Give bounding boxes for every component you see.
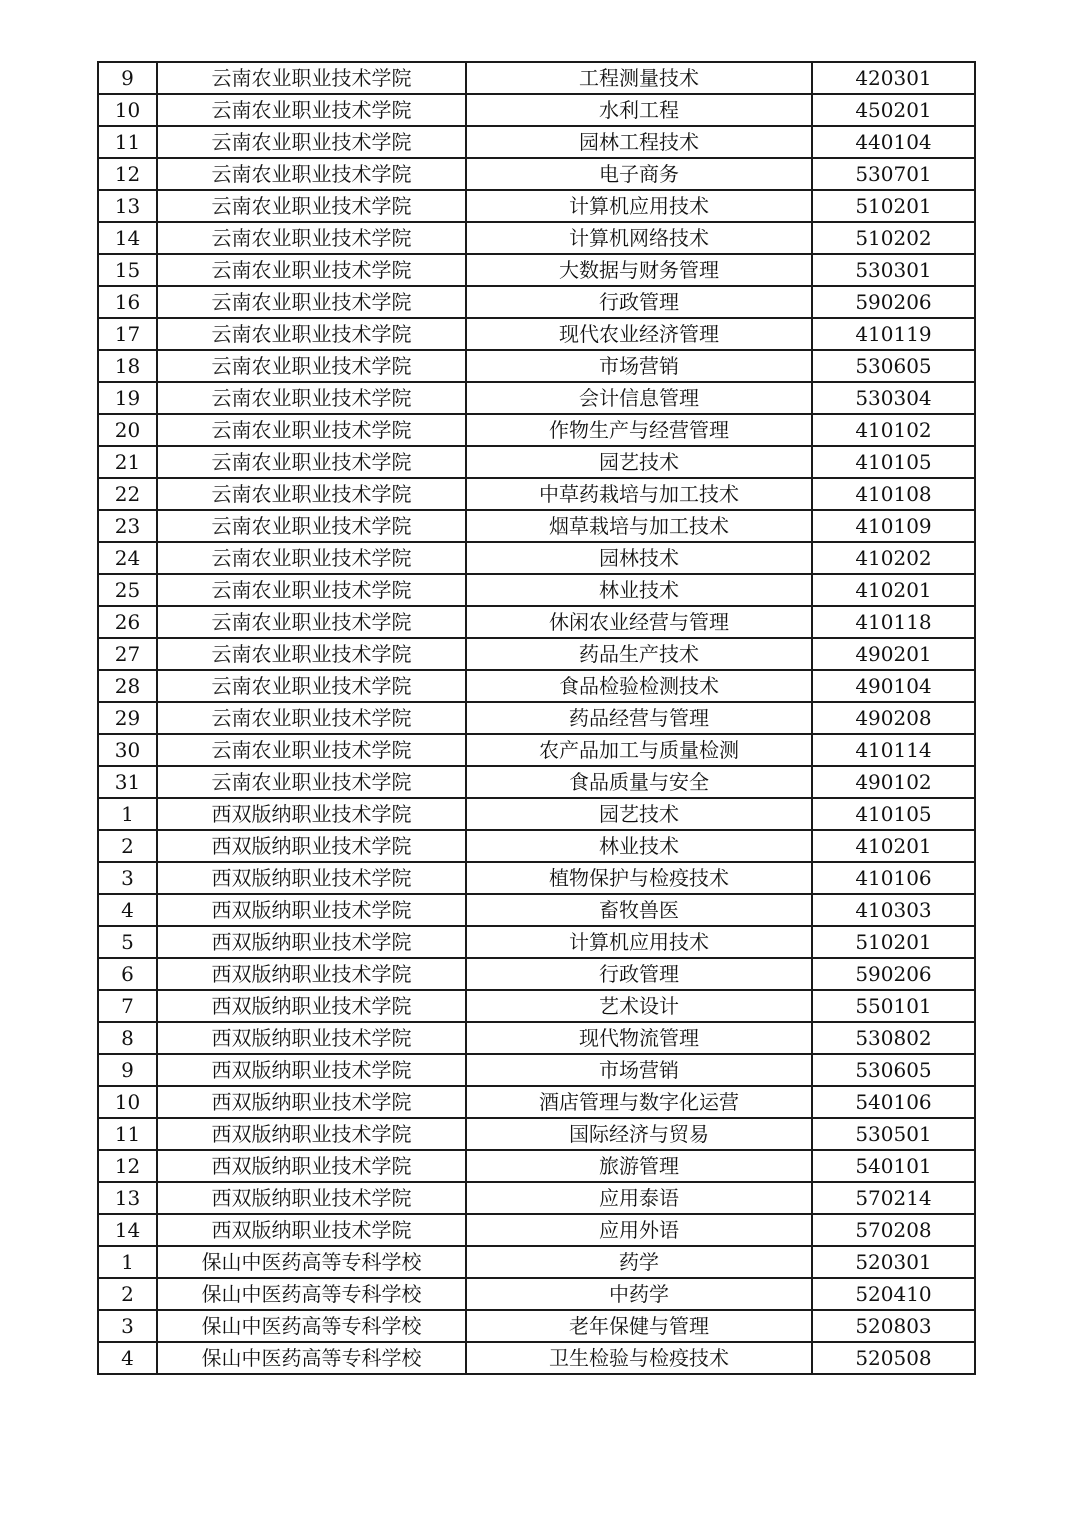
major-name-cell: 植物保护与检疫技术 (466, 862, 812, 894)
school-name-cell: 云南农业职业技术学院 (157, 350, 466, 382)
major-name-cell: 现代农业经济管理 (466, 318, 812, 350)
school-name-cell: 云南农业职业技术学院 (157, 286, 466, 318)
row-number-cell: 19 (98, 382, 157, 414)
table-row (98, 254, 975, 286)
row-number-cell: 16 (98, 286, 157, 318)
row-number-cell: 11 (98, 1118, 157, 1150)
school-name-cell: 云南农业职业技术学院 (157, 318, 466, 350)
school-name-cell: 西双版纳职业技术学院 (157, 1182, 466, 1214)
school-name-cell: 西双版纳职业技术学院 (157, 990, 466, 1022)
school-name-cell: 西双版纳职业技术学院 (157, 1150, 466, 1182)
school-name-cell: 云南农业职业技术学院 (157, 702, 466, 734)
row-number-cell: 20 (98, 414, 157, 446)
row-number-cell: 15 (98, 254, 157, 286)
table-row (98, 158, 975, 190)
major-code-cell: 590206 (812, 286, 975, 318)
table-row (98, 350, 975, 382)
major-code-cell: 510202 (812, 222, 975, 254)
major-code-cell: 420301 (812, 62, 975, 94)
table-row (98, 1342, 975, 1374)
major-name-cell: 园艺技术 (466, 446, 812, 478)
major-name-cell: 药品生产技术 (466, 638, 812, 670)
major-code-cell: 450201 (812, 94, 975, 126)
major-name-cell: 畜牧兽医 (466, 894, 812, 926)
major-code-cell: 410119 (812, 318, 975, 350)
major-code-cell: 520803 (812, 1310, 975, 1342)
row-number-cell: 13 (98, 1182, 157, 1214)
table-row (98, 1310, 975, 1342)
table-row (98, 926, 975, 958)
major-code-cell: 410303 (812, 894, 975, 926)
major-code-cell: 570214 (812, 1182, 975, 1214)
school-name-cell: 西双版纳职业技术学院 (157, 894, 466, 926)
major-code-cell: 540106 (812, 1086, 975, 1118)
major-name-cell: 现代物流管理 (466, 1022, 812, 1054)
table-row (98, 990, 975, 1022)
row-number-cell: 9 (98, 62, 157, 94)
table-row (98, 894, 975, 926)
major-name-cell: 国际经济与贸易 (466, 1118, 812, 1150)
major-name-cell: 食品检验检测技术 (466, 670, 812, 702)
table-row (98, 190, 975, 222)
table-row (98, 830, 975, 862)
table-row (98, 414, 975, 446)
major-code-cell: 550101 (812, 990, 975, 1022)
school-name-cell: 云南农业职业技术学院 (157, 158, 466, 190)
major-name-cell: 作物生产与经营管理 (466, 414, 812, 446)
major-name-cell: 林业技术 (466, 830, 812, 862)
school-name-cell: 云南农业职业技术学院 (157, 734, 466, 766)
major-name-cell: 会计信息管理 (466, 382, 812, 414)
school-name-cell: 西双版纳职业技术学院 (157, 862, 466, 894)
school-name-cell: 云南农业职业技术学院 (157, 62, 466, 94)
row-number-cell: 13 (98, 190, 157, 222)
row-number-cell: 29 (98, 702, 157, 734)
major-name-cell: 酒店管理与数字化运营 (466, 1086, 812, 1118)
major-name-cell: 应用泰语 (466, 1182, 812, 1214)
row-number-cell: 3 (98, 1310, 157, 1342)
major-code-cell: 540101 (812, 1150, 975, 1182)
school-name-cell: 云南农业职业技术学院 (157, 510, 466, 542)
school-name-cell: 西双版纳职业技术学院 (157, 1214, 466, 1246)
school-name-cell: 保山中医药高等专科学校 (157, 1246, 466, 1278)
major-code-cell: 530301 (812, 254, 975, 286)
row-number-cell: 12 (98, 1150, 157, 1182)
row-number-cell: 28 (98, 670, 157, 702)
table-row (98, 126, 975, 158)
row-number-cell: 23 (98, 510, 157, 542)
table-row (98, 1278, 975, 1310)
major-name-cell: 中草药栽培与加工技术 (466, 478, 812, 510)
table-row (98, 862, 975, 894)
major-name-cell: 农产品加工与质量检测 (466, 734, 812, 766)
table-row (98, 1214, 975, 1246)
table-row (98, 1246, 975, 1278)
major-name-cell: 园林技术 (466, 542, 812, 574)
major-code-cell: 530605 (812, 1054, 975, 1086)
table-row (98, 1118, 975, 1150)
table-row (98, 1054, 975, 1086)
row-number-cell: 24 (98, 542, 157, 574)
row-number-cell: 21 (98, 446, 157, 478)
major-code-cell: 520508 (812, 1342, 975, 1374)
table-row (98, 382, 975, 414)
row-number-cell: 4 (98, 1342, 157, 1374)
row-number-cell: 8 (98, 1022, 157, 1054)
major-code-cell: 520410 (812, 1278, 975, 1310)
table-row (98, 286, 975, 318)
major-code-cell: 490104 (812, 670, 975, 702)
table-row (98, 670, 975, 702)
school-name-cell: 西双版纳职业技术学院 (157, 1054, 466, 1086)
table-row (98, 318, 975, 350)
row-number-cell: 1 (98, 798, 157, 830)
major-name-cell: 工程测量技术 (466, 62, 812, 94)
school-name-cell: 云南农业职业技术学院 (157, 190, 466, 222)
row-number-cell: 2 (98, 830, 157, 862)
table-row (98, 1182, 975, 1214)
school-name-cell: 云南农业职业技术学院 (157, 126, 466, 158)
major-name-cell: 药品经营与管理 (466, 702, 812, 734)
school-name-cell: 西双版纳职业技术学院 (157, 830, 466, 862)
major-code-cell: 410105 (812, 798, 975, 830)
row-number-cell: 12 (98, 158, 157, 190)
table-row (98, 702, 975, 734)
major-code-cell: 530605 (812, 350, 975, 382)
table-row (98, 958, 975, 990)
school-name-cell: 西双版纳职业技术学院 (157, 958, 466, 990)
row-number-cell: 2 (98, 1278, 157, 1310)
table-row (98, 62, 975, 94)
school-name-cell: 云南农业职业技术学院 (157, 766, 466, 798)
major-code-cell: 410102 (812, 414, 975, 446)
major-name-cell: 市场营销 (466, 1054, 812, 1086)
major-code-cell: 410114 (812, 734, 975, 766)
row-number-cell: 26 (98, 606, 157, 638)
major-code-cell: 410201 (812, 830, 975, 862)
row-number-cell: 14 (98, 222, 157, 254)
major-name-cell: 应用外语 (466, 1214, 812, 1246)
school-name-cell: 云南农业职业技术学院 (157, 670, 466, 702)
school-name-cell: 西双版纳职业技术学院 (157, 926, 466, 958)
major-name-cell: 老年保健与管理 (466, 1310, 812, 1342)
major-code-cell: 570208 (812, 1214, 975, 1246)
major-code-cell: 510201 (812, 190, 975, 222)
major-name-cell: 园林工程技术 (466, 126, 812, 158)
table-row (98, 510, 975, 542)
table-row (98, 798, 975, 830)
table-row (98, 606, 975, 638)
major-name-cell: 计算机应用技术 (466, 190, 812, 222)
table-body (98, 62, 975, 1374)
major-code-cell: 410201 (812, 574, 975, 606)
major-code-cell: 530501 (812, 1118, 975, 1150)
major-code-cell: 410118 (812, 606, 975, 638)
school-name-cell: 云南农业职业技术学院 (157, 638, 466, 670)
school-name-cell: 西双版纳职业技术学院 (157, 798, 466, 830)
school-name-cell: 云南农业职业技术学院 (157, 94, 466, 126)
row-number-cell: 27 (98, 638, 157, 670)
row-number-cell: 17 (98, 318, 157, 350)
major-code-cell: 410202 (812, 542, 975, 574)
major-name-cell: 园艺技术 (466, 798, 812, 830)
major-code-cell: 410106 (812, 862, 975, 894)
row-number-cell: 9 (98, 1054, 157, 1086)
school-name-cell: 云南农业职业技术学院 (157, 542, 466, 574)
major-code-cell: 410105 (812, 446, 975, 478)
major-list-table (97, 61, 976, 1375)
school-name-cell: 云南农业职业技术学院 (157, 574, 466, 606)
table-row (98, 1150, 975, 1182)
major-name-cell: 电子商务 (466, 158, 812, 190)
table-row (98, 766, 975, 798)
row-number-cell: 14 (98, 1214, 157, 1246)
row-number-cell: 22 (98, 478, 157, 510)
row-number-cell: 5 (98, 926, 157, 958)
school-name-cell: 云南农业职业技术学院 (157, 478, 466, 510)
school-name-cell: 云南农业职业技术学院 (157, 414, 466, 446)
major-name-cell: 卫生检验与检疫技术 (466, 1342, 812, 1374)
school-name-cell: 云南农业职业技术学院 (157, 606, 466, 638)
major-code-cell: 490208 (812, 702, 975, 734)
major-name-cell: 水利工程 (466, 94, 812, 126)
school-name-cell: 西双版纳职业技术学院 (157, 1118, 466, 1150)
table-row (98, 542, 975, 574)
major-code-cell: 410109 (812, 510, 975, 542)
major-code-cell: 530802 (812, 1022, 975, 1054)
table-row (98, 638, 975, 670)
major-name-cell: 休闲农业经营与管理 (466, 606, 812, 638)
major-code-cell: 440104 (812, 126, 975, 158)
major-code-cell: 530701 (812, 158, 975, 190)
major-name-cell: 计算机网络技术 (466, 222, 812, 254)
major-name-cell: 大数据与财务管理 (466, 254, 812, 286)
row-number-cell: 11 (98, 126, 157, 158)
row-number-cell: 25 (98, 574, 157, 606)
row-number-cell: 3 (98, 862, 157, 894)
table-row (98, 1086, 975, 1118)
table-row (98, 734, 975, 766)
school-name-cell: 保山中医药高等专科学校 (157, 1342, 466, 1374)
school-name-cell: 云南农业职业技术学院 (157, 222, 466, 254)
major-name-cell: 艺术设计 (466, 990, 812, 1022)
school-name-cell: 西双版纳职业技术学院 (157, 1086, 466, 1118)
table-row (98, 478, 975, 510)
major-name-cell: 行政管理 (466, 286, 812, 318)
school-name-cell: 云南农业职业技术学院 (157, 254, 466, 286)
major-name-cell: 中药学 (466, 1278, 812, 1310)
major-name-cell: 计算机应用技术 (466, 926, 812, 958)
major-name-cell: 市场营销 (466, 350, 812, 382)
school-name-cell: 西双版纳职业技术学院 (157, 1022, 466, 1054)
school-name-cell: 保山中医药高等专科学校 (157, 1310, 466, 1342)
major-name-cell: 食品质量与安全 (466, 766, 812, 798)
table-row (98, 574, 975, 606)
major-code-cell: 490201 (812, 638, 975, 670)
major-code-cell: 510201 (812, 926, 975, 958)
table-row (98, 446, 975, 478)
major-code-cell: 410108 (812, 478, 975, 510)
school-name-cell: 保山中医药高等专科学校 (157, 1278, 466, 1310)
major-code-cell: 520301 (812, 1246, 975, 1278)
row-number-cell: 10 (98, 94, 157, 126)
major-name-cell: 行政管理 (466, 958, 812, 990)
table-row (98, 1022, 975, 1054)
major-code-cell: 530304 (812, 382, 975, 414)
major-name-cell: 林业技术 (466, 574, 812, 606)
row-number-cell: 31 (98, 766, 157, 798)
major-name-cell: 烟草栽培与加工技术 (466, 510, 812, 542)
major-code-cell: 490102 (812, 766, 975, 798)
school-name-cell: 云南农业职业技术学院 (157, 446, 466, 478)
major-name-cell: 旅游管理 (466, 1150, 812, 1182)
row-number-cell: 30 (98, 734, 157, 766)
row-number-cell: 18 (98, 350, 157, 382)
major-name-cell: 药学 (466, 1246, 812, 1278)
table-row (98, 222, 975, 254)
row-number-cell: 7 (98, 990, 157, 1022)
table-row (98, 94, 975, 126)
school-name-cell: 云南农业职业技术学院 (157, 382, 466, 414)
row-number-cell: 1 (98, 1246, 157, 1278)
row-number-cell: 4 (98, 894, 157, 926)
row-number-cell: 10 (98, 1086, 157, 1118)
row-number-cell: 6 (98, 958, 157, 990)
major-code-cell: 590206 (812, 958, 975, 990)
